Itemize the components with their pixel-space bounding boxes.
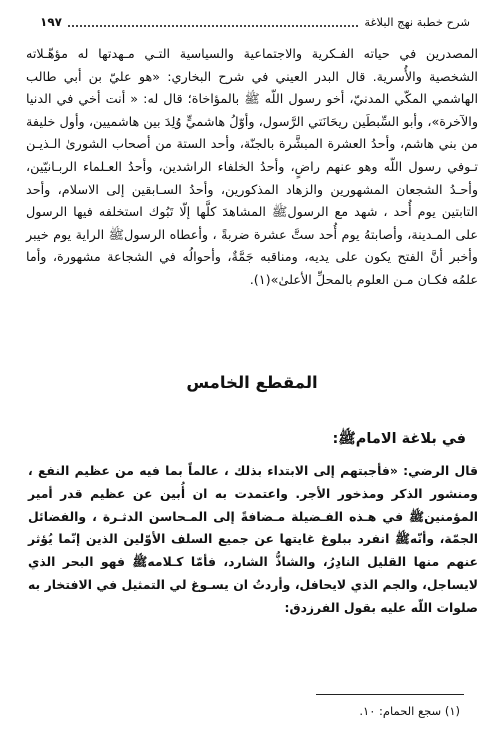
quote-text	[28, 460, 478, 620]
sub-heading: في بلاغة الامامﷺ:	[332, 431, 466, 447]
quote-paragraph: قال الرضي: «فأجبتهم إلى الابتداء بذلك ، عالماً بما فيه من عظيم النفع ، ومنشور الذكر ومذخور الأجر. واعتمدت به ان أُبين عن عظيم قدر أمير المؤمنينﷺ في هـذه الفـضيلة مـضافةً إلى المـحاسن الدثـرة ، والفضائل الجمّة، وأنّهﷺ انفرد ببلوغ غايتها عن جميع السلف الأوّلين الذين إنّما يُؤثر عنهم منها القليل النادِرُ، والشاذُّ الشارد، فأمّا كـلامهﷺ فهو البحر الذي لايساجل، والجم الذي لايحافل، وأردتُ ان يسـوغ لي التمثيل في الافتخار به صلوات اللّه عليه بقول الفرزدق:	[28, 463, 478, 615]
section-heading: المقطع الخامس	[186, 373, 318, 392]
page-number: ١٩٧	[40, 15, 62, 29]
header-dot-leader	[68, 24, 358, 27]
running-title: شرح خطبة نهج البلاغة	[364, 15, 470, 29]
page-header	[40, 12, 470, 32]
footnote-divider	[316, 694, 464, 695]
body-text	[26, 44, 478, 293]
footnote: (١) سجع الحمام: ١٠.	[359, 704, 460, 718]
body-paragraph: المصدرين في حياته الفـكرية والاجتماعية والسياسية التـي مـهدتها له مؤهّـلاته الشخصية والأُسرية. قال البدر العيني في شرح البخاري: «هو عليّ بن أبي طالب الهاشمي المكّي المدنيّ، أخو رسول اللّه ﷺ بالمؤاخاة؛ قال له: « أنت أخي في الدنيا والآخرة»، وأبو السِّبطَين ريحَانَتي الرَّسول، وأوّلُ هاشميٍّ وُلِدَ بين هاشميين، وأول خليفة من بني هاشم، وأحدُ العشرة المبشَّرة بالجنّة، وأحد الستة من أصحاب الشورىٰ الـذيـن تـوفي رسول اللّه وهو عنهم راضٍ، وأحدُ الخلفاء الراشدين، وأحدُ العـلماء الربـانيّين، وأحـدُ الشجعان المشهورين والزهاد المذكورين، وأحدُ السـابقين إلى الاسلام، وأحد التابتين يوم أُحد ، شهد مع الرسولﷺ المشاهدَ كلَّها إلّا تَبُوك استخلفه فيها الرسول على المـدينة، وأصابتهُ يوم أُحد ستَّ عشرة ضربةً ، وأعطاه الرسولﷺ الراية يوم خيبر وأخبر أنَّ الفتح يكون على يديه، ومناقبه جَمَّةٌ، وأحوالُه في الشجاعة مشهورة، وأما علمُه فكـان مـن العلوم بالمحلِّ الأعلىٰ»(١).	[26, 47, 478, 288]
